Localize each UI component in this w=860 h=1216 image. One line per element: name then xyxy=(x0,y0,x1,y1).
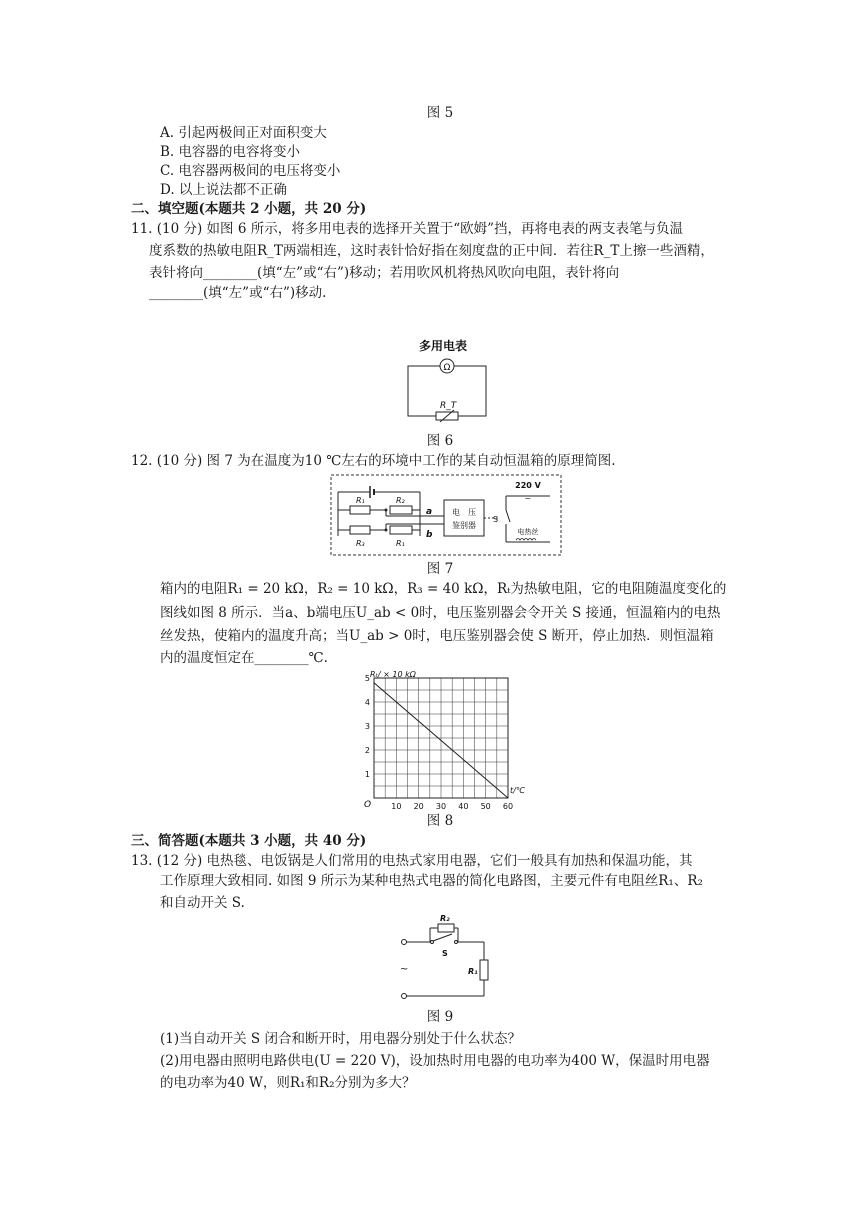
switch-icon xyxy=(506,510,510,522)
section2-title: 二、填空题(本题共 2 小题，共 20 分) xyxy=(131,201,367,217)
resistor-r3 xyxy=(350,526,370,534)
x-tick-label: 30 xyxy=(435,802,447,811)
label-ac: ~ xyxy=(524,494,532,503)
fig6-title: 多用电表 xyxy=(418,339,468,353)
box-label-2: 鉴别器 xyxy=(452,521,476,530)
x-tick-label: 60 xyxy=(502,802,514,811)
fig7-caption: 图 7 xyxy=(426,561,454,577)
fig9-diagram xyxy=(396,912,492,1006)
fig9-label-r1: R₁ xyxy=(468,967,478,976)
chart-xlabel: t/℃ xyxy=(510,786,525,795)
chart-ylabel: Rₜ/ × 10 kΩ xyxy=(370,670,416,679)
label-b: b xyxy=(426,530,433,540)
terminal-top xyxy=(402,940,407,945)
heater-coil-icon xyxy=(516,539,536,541)
y-tick-label: 3 xyxy=(364,722,370,731)
resistor-r2-fig9 xyxy=(438,924,454,932)
q13-sub1: (1)当自动开关 S 闭合和断开时，用电器分别处于什么状态？ xyxy=(160,1031,521,1047)
chart-grid xyxy=(374,678,508,798)
q12-line1: 12. (10 分) 图 7 为在温度为10 ℃左右的环境中工作的某自动恒温箱的原理简图. xyxy=(131,453,616,469)
q13-line3: 和自动开关 S. xyxy=(160,895,245,911)
switch-icon-fig9 xyxy=(433,934,452,941)
q13-line2: 工作原理大致相同. 如图 9 所示为某种电热式电器的简化电路图，主要元件有电阻丝R₁、R₂ xyxy=(160,873,703,889)
q13-sub2-line2: 的电功率为40 W，则R₁和R₂分别为多大？ xyxy=(160,1075,416,1091)
fig8-caption: 图 8 xyxy=(426,813,454,829)
y-tick-label: 2 xyxy=(364,746,370,755)
label-voltage: 220 V xyxy=(515,481,541,490)
q11-line3: 表针将向________(填“左”或“右”)移动；若用吹风机将热风吹向电阻，表针将向 xyxy=(149,265,620,281)
x-tick-label: 40 xyxy=(458,802,469,811)
fig5-caption: 图 5 xyxy=(426,105,454,121)
terminal-bottom xyxy=(402,994,407,999)
q10-option-b: B. 电容器的电容将变小 xyxy=(160,144,301,160)
q10-option-d: D. 以上说法都不正确 xyxy=(160,182,287,198)
q12-line3: 图线如图 8 所示．当a、b端电压U_ab < 0时，电压鉴别器会令开关 S 接通，恒温箱内的电热 xyxy=(160,605,721,621)
y-tick-label: 1 xyxy=(364,770,370,779)
x-tick-label: 50 xyxy=(480,802,491,811)
fig6-resistor-label: R_T xyxy=(440,401,457,411)
label-rt: R₁ xyxy=(396,539,405,548)
q11-line2: 度系数的热敏电阻R_T两端相连，这时表针恰好指在刻度盘的正中间．若往R_T上擦一些酒精， xyxy=(149,243,714,259)
label-r1-top: R₁ xyxy=(356,496,365,505)
q12-line4: 丝发热，使箱内的温度升高；当U_ab > 0时，电压鉴别器会使 S 断开，停止加热．则恒温箱 xyxy=(160,628,714,644)
x-tick-label: 10 xyxy=(391,802,402,811)
fig6-diagram xyxy=(398,336,498,426)
q10-option-c: C. 电容器两极间的电压将变小 xyxy=(160,163,341,179)
chart-origin-label: O xyxy=(364,800,372,810)
fig6-caption: 图 6 xyxy=(426,433,454,449)
fig9-label-r2: R₂ xyxy=(440,914,450,923)
q13-sub2-line1: (2)用电器由照明电路供电(U = 220 V)，设加热时用电器的电功率为400 W，保温时用电器 xyxy=(160,1053,710,1069)
q12-line5: 内的温度恒定在________℃. xyxy=(160,650,328,666)
q10-option-a: A. 引起两极间正对面积变大 xyxy=(160,125,327,141)
q11-line4: ________(填“左”或“右”)移动. xyxy=(149,285,327,301)
fig6-meter-symbol: Ω xyxy=(443,363,451,373)
resistor-r2 xyxy=(390,506,412,514)
resistor-r1-top xyxy=(350,506,370,514)
section3-title: 三、简答题(本题共 3 小题，共 40 分) xyxy=(131,833,367,849)
fig9-label-switch: S xyxy=(442,949,448,958)
label-switch: S xyxy=(493,515,499,524)
q12-line2: 箱内的电阻R₁ = 20 kΩ，R₂ = 10 kΩ，R₃ = 40 kΩ，Rₜ为热敏电阻，它的电阻随温度变化的 xyxy=(160,581,727,597)
resistor-r1-fig9 xyxy=(480,960,488,980)
fig9-caption: 图 9 xyxy=(426,1009,454,1025)
x-tick-label: 20 xyxy=(413,802,424,811)
resistor-rt xyxy=(390,526,412,534)
q13-line1: 13. (12 分) 电热毯、电饭锅是人们常用的电热式家用电器，它们一般具有加热和保温功能，其 xyxy=(131,853,693,869)
y-tick-label: 5 xyxy=(364,674,370,683)
fig9-label-ac: ~ xyxy=(400,964,409,975)
y-tick-label: 4 xyxy=(364,698,370,707)
label-r2: R₂ xyxy=(396,496,405,505)
voltage-discriminator-box xyxy=(444,500,484,536)
q11-line1: 11. (10 分) 如图 6 所示，将多用电表的选择开关置于“欧姆”挡，再将电表的两支表笔与负温 xyxy=(131,221,684,237)
fig8-chart xyxy=(362,668,534,812)
label-heater: 电热丝 xyxy=(517,528,539,536)
box-label-1: 电 压 xyxy=(452,508,476,517)
label-r3: R₃ xyxy=(356,539,365,548)
label-a: a xyxy=(426,507,433,517)
fig7-diagram xyxy=(330,474,562,556)
